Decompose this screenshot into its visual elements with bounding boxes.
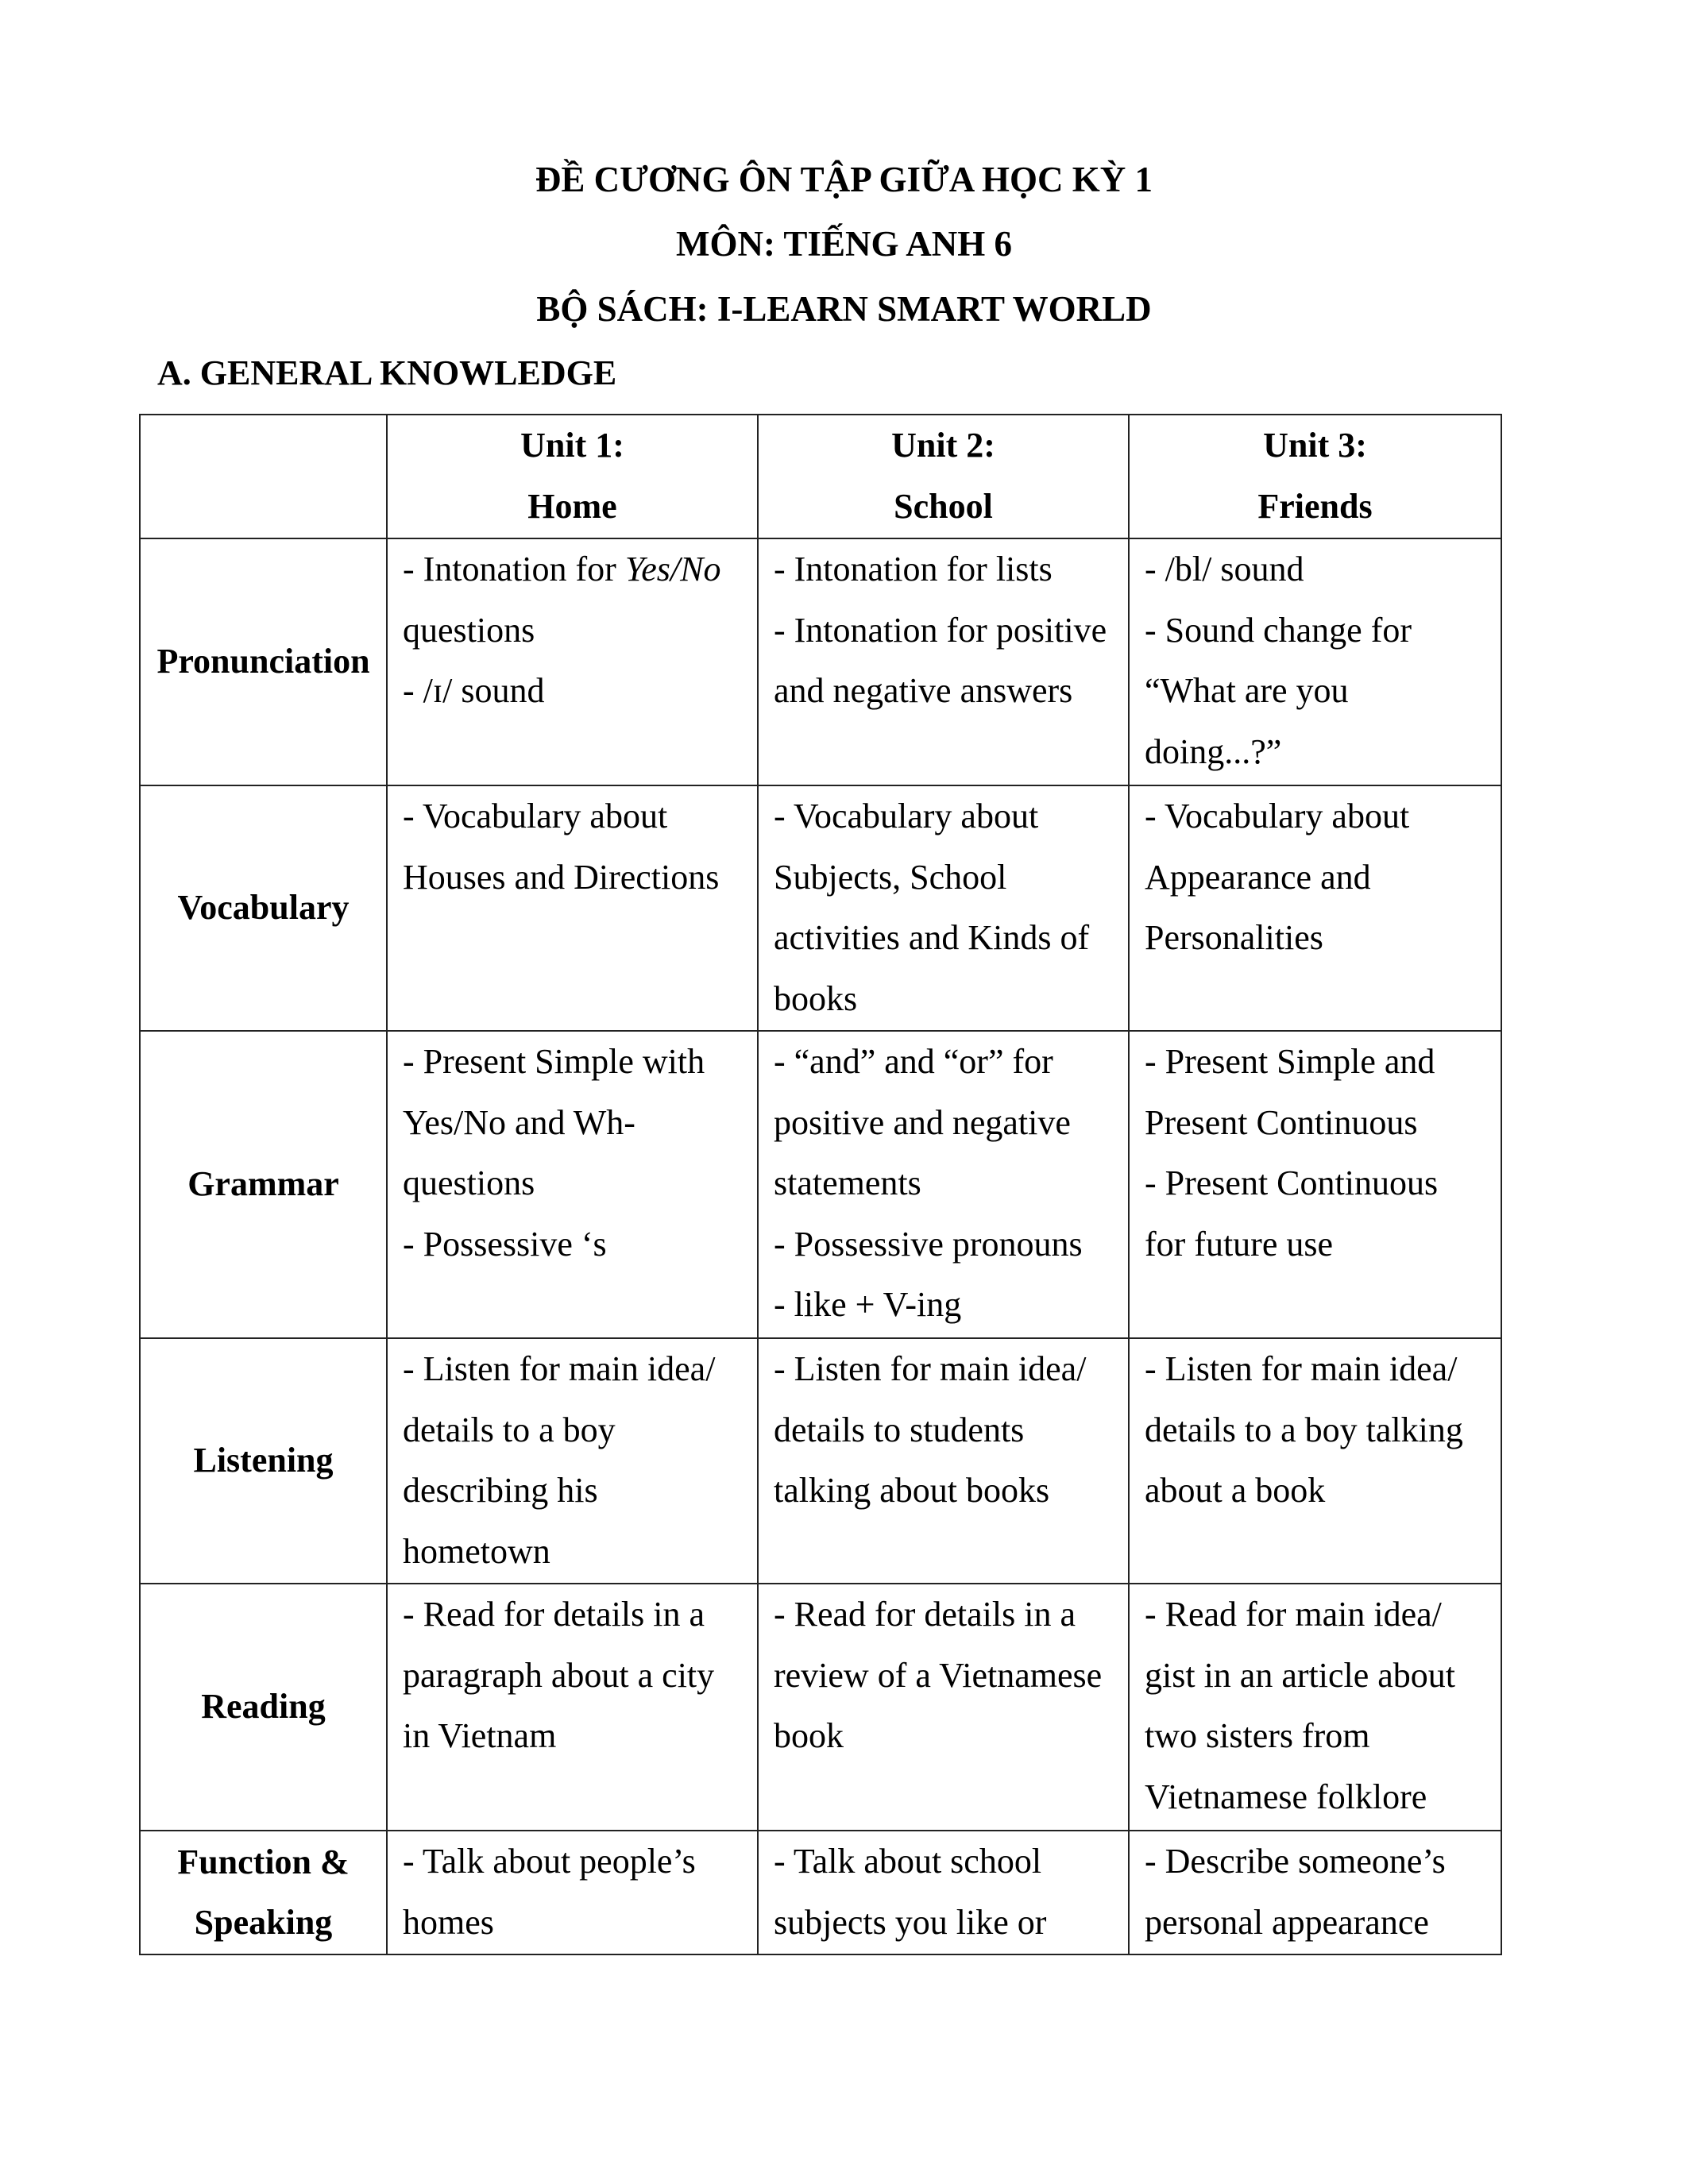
content-cell xyxy=(387,1584,758,1831)
row-label-cell xyxy=(140,1584,387,1831)
document-title: ĐỀ CƯƠNG ÔN TẬP GIỮA HỌC KỲ 1 xyxy=(535,160,1153,199)
cell-text: - Read for main idea/ xyxy=(1145,1595,1442,1634)
cell-text: homes xyxy=(403,1902,494,1942)
cell-line xyxy=(403,600,749,662)
row-label-cell xyxy=(140,538,387,785)
cell-line xyxy=(403,1153,749,1214)
subject-title: MÔN: TIẾNG ANH 6 xyxy=(676,224,1012,264)
content-cell xyxy=(1129,538,1501,785)
content-cell xyxy=(758,1831,1129,1954)
knowledge-table xyxy=(139,414,1502,1955)
cell-line xyxy=(403,1584,749,1646)
cell-line xyxy=(774,1646,1120,1707)
cell-text: - “and” and “or” for xyxy=(774,1042,1053,1081)
cell-text: - Read for details in a xyxy=(774,1595,1076,1634)
cell-line xyxy=(403,1093,749,1154)
cell-line xyxy=(774,1093,1120,1154)
cell-text: - Possessive pronouns xyxy=(774,1224,1083,1264)
cell-text: books xyxy=(774,978,858,1018)
row-label-text: Listening xyxy=(193,1441,334,1480)
cell-text: two sisters from xyxy=(1145,1716,1370,1755)
cell-text: Personalities xyxy=(1145,918,1323,957)
cell-text: activities and Kinds of xyxy=(774,918,1090,957)
cell-line xyxy=(403,1893,749,1954)
cell-line xyxy=(774,1706,1120,1767)
content-cell xyxy=(1129,1584,1501,1831)
cell-text: - Intonation for xyxy=(403,550,625,588)
cell-text: Vietnamese folklore xyxy=(1145,1777,1427,1816)
table-row xyxy=(140,785,1501,1031)
cell-text: for future use xyxy=(1145,1224,1334,1264)
cell-text: questions xyxy=(403,1163,535,1202)
cell-line xyxy=(403,1706,749,1767)
cell-text: - Listen for main idea/ xyxy=(403,1349,716,1388)
row-label-text: Reading xyxy=(201,1687,326,1727)
cell-line xyxy=(774,1153,1120,1214)
cell-text: Appearance and xyxy=(1145,857,1371,897)
cell-text: - Talk about school xyxy=(774,1842,1042,1881)
section-heading: A. GENERAL KNOWLEDGE xyxy=(157,353,617,392)
cell-text: - Vocabulary about xyxy=(403,797,668,835)
cell-line xyxy=(1145,786,1493,847)
cell-line xyxy=(1145,600,1493,662)
cell-text: - Possessive ‘s xyxy=(403,1224,607,1264)
table-row xyxy=(140,1831,1501,1954)
cell-line xyxy=(774,1214,1120,1275)
content-cell xyxy=(1129,1831,1501,1954)
cell-text: - Listen for main idea/ xyxy=(774,1349,1087,1388)
cell-text: - /bl/ sound xyxy=(1145,550,1304,588)
cell-text: gist in an article about xyxy=(1145,1655,1455,1695)
cell-text: - Present Simple and xyxy=(1145,1042,1435,1081)
cell-line xyxy=(774,908,1120,969)
cell-text: in Vietnam xyxy=(403,1716,557,1755)
cell-text: Present Continuous xyxy=(1145,1102,1418,1142)
cell-line xyxy=(1145,847,1493,909)
cell-text: describing his xyxy=(403,1471,598,1510)
cell-text: review of a Vietnamese xyxy=(774,1655,1103,1695)
content-cell xyxy=(1129,1031,1501,1338)
cell-text: “What are you xyxy=(1145,671,1349,710)
cell-text: - Vocabulary about xyxy=(1145,797,1410,835)
cell-line xyxy=(1145,1400,1493,1461)
unit-header-text: School xyxy=(894,486,993,526)
cell-line xyxy=(774,1032,1120,1093)
cell-line xyxy=(1145,539,1493,600)
cell-line xyxy=(774,600,1120,662)
row-label-text: Pronunciation xyxy=(156,642,370,681)
cell-text: details to a boy xyxy=(403,1410,616,1449)
content-cell xyxy=(387,538,758,785)
cell-line xyxy=(403,1646,749,1707)
cell-text: hometown xyxy=(403,1531,550,1571)
cell-text: - Describe someone’s xyxy=(1145,1842,1446,1881)
cell-text: Houses and Directions xyxy=(403,857,720,897)
cell-text: - Sound change for xyxy=(1145,610,1412,650)
cell-text: - Vocabulary about xyxy=(774,797,1039,835)
cell-line xyxy=(403,1461,749,1522)
cell-text: - /ɪ/ sound xyxy=(403,671,545,710)
row-label-text: Speaking xyxy=(194,1903,333,1942)
table-header-row xyxy=(140,415,1501,538)
content-cell xyxy=(387,1338,758,1584)
cell-text: - Listen for main idea/ xyxy=(1145,1349,1458,1388)
cell-line xyxy=(403,1831,749,1893)
cell-line xyxy=(1145,1461,1493,1522)
cell-line xyxy=(1145,661,1493,722)
cell-text: statements xyxy=(774,1163,921,1202)
cell-text: paragraph about a city xyxy=(403,1655,715,1695)
row-label-cell xyxy=(140,1031,387,1338)
content-cell xyxy=(758,538,1129,785)
cell-line xyxy=(1145,1153,1493,1214)
cell-line xyxy=(403,786,749,847)
cell-text: Yes/No xyxy=(624,550,721,588)
cell-line xyxy=(774,1400,1120,1461)
cell-text: about a book xyxy=(1145,1471,1326,1510)
cell-line xyxy=(1145,1584,1493,1646)
cell-text: positive and negative xyxy=(774,1102,1071,1142)
cell-text: questions xyxy=(403,610,535,650)
cell-line xyxy=(774,1831,1120,1893)
cell-text: details to students xyxy=(774,1410,1025,1449)
content-cell xyxy=(387,1031,758,1338)
cell-text: - Read for details in a xyxy=(403,1595,705,1634)
cell-line xyxy=(1145,1646,1493,1707)
unit-header-text: Home xyxy=(527,486,617,526)
cell-line xyxy=(1145,1767,1493,1828)
cell-line xyxy=(774,1461,1120,1522)
unit-header-text: Unit 3: xyxy=(1263,426,1367,465)
empty-corner-cell xyxy=(140,415,387,538)
cell-line xyxy=(403,1032,749,1093)
cell-text: subjects you like or xyxy=(774,1902,1047,1942)
content-cell xyxy=(758,785,1129,1031)
unit-header-cell xyxy=(387,415,758,538)
unit-header-text: Unit 1: xyxy=(520,426,624,465)
row-label-cell xyxy=(140,1831,387,1954)
cell-text: - Intonation for positive xyxy=(774,610,1107,650)
cell-line xyxy=(774,1584,1120,1646)
row-label-text: Grammar xyxy=(187,1164,339,1204)
cell-line xyxy=(1145,1032,1493,1093)
cell-line xyxy=(774,661,1120,722)
cell-line xyxy=(774,786,1120,847)
cell-line xyxy=(1145,1214,1493,1275)
unit-header-text: Friends xyxy=(1257,486,1373,526)
cell-line xyxy=(774,1339,1120,1400)
content-cell xyxy=(758,1338,1129,1584)
cell-text: personal appearance xyxy=(1145,1902,1429,1942)
cell-line xyxy=(774,539,1120,600)
cell-line xyxy=(403,1214,749,1275)
cell-text: book xyxy=(774,1716,844,1755)
cell-text: - like + V-ing xyxy=(774,1285,962,1324)
cell-text: Yes/No and Wh- xyxy=(403,1102,635,1142)
cell-line xyxy=(1145,908,1493,969)
cell-text: talking about books xyxy=(774,1471,1050,1510)
cell-line xyxy=(403,539,749,600)
cell-line xyxy=(1145,1893,1493,1954)
cell-line xyxy=(403,1522,749,1583)
content-cell xyxy=(1129,1338,1501,1584)
cell-line xyxy=(403,1339,749,1400)
cell-line xyxy=(1145,1831,1493,1893)
unit-header-cell xyxy=(1129,415,1501,538)
cell-text: - Present Simple with xyxy=(403,1042,705,1081)
row-label-text: Function & xyxy=(177,1842,350,1881)
cell-line xyxy=(1145,722,1493,783)
content-cell xyxy=(758,1584,1129,1831)
cell-text: - Present Continuous xyxy=(1145,1163,1439,1202)
book-title: BỘ SÁCH: I-LEARN SMART WORLD xyxy=(536,289,1152,329)
cell-line xyxy=(1145,1706,1493,1767)
content-cell xyxy=(758,1031,1129,1338)
cell-line xyxy=(774,969,1120,1030)
content-cell xyxy=(387,785,758,1031)
cell-line xyxy=(774,1275,1120,1336)
unit-header-text: Unit 2: xyxy=(891,426,995,465)
row-label-text: Vocabulary xyxy=(177,888,350,928)
cell-line xyxy=(774,847,1120,909)
cell-text: details to a boy talking xyxy=(1145,1410,1463,1449)
table-row xyxy=(140,1338,1501,1584)
table-row xyxy=(140,1584,1501,1831)
table-row xyxy=(140,538,1501,785)
cell-line xyxy=(403,847,749,909)
row-label-cell xyxy=(140,785,387,1031)
content-cell xyxy=(1129,785,1501,1031)
cell-text: doing...?” xyxy=(1145,731,1282,771)
cell-line xyxy=(403,661,749,722)
cell-text: - Intonation for lists xyxy=(774,550,1053,588)
row-label-cell xyxy=(140,1338,387,1584)
table-row xyxy=(140,1031,1501,1338)
cell-line xyxy=(1145,1093,1493,1154)
unit-header-cell xyxy=(758,415,1129,538)
cell-text: Subjects, School xyxy=(774,857,1007,897)
cell-line xyxy=(403,1400,749,1461)
cell-line xyxy=(1145,1339,1493,1400)
cell-text: and negative answers xyxy=(774,671,1073,710)
cell-line xyxy=(774,1893,1120,1954)
cell-text: - Talk about people’s xyxy=(403,1842,696,1881)
content-cell xyxy=(387,1831,758,1954)
